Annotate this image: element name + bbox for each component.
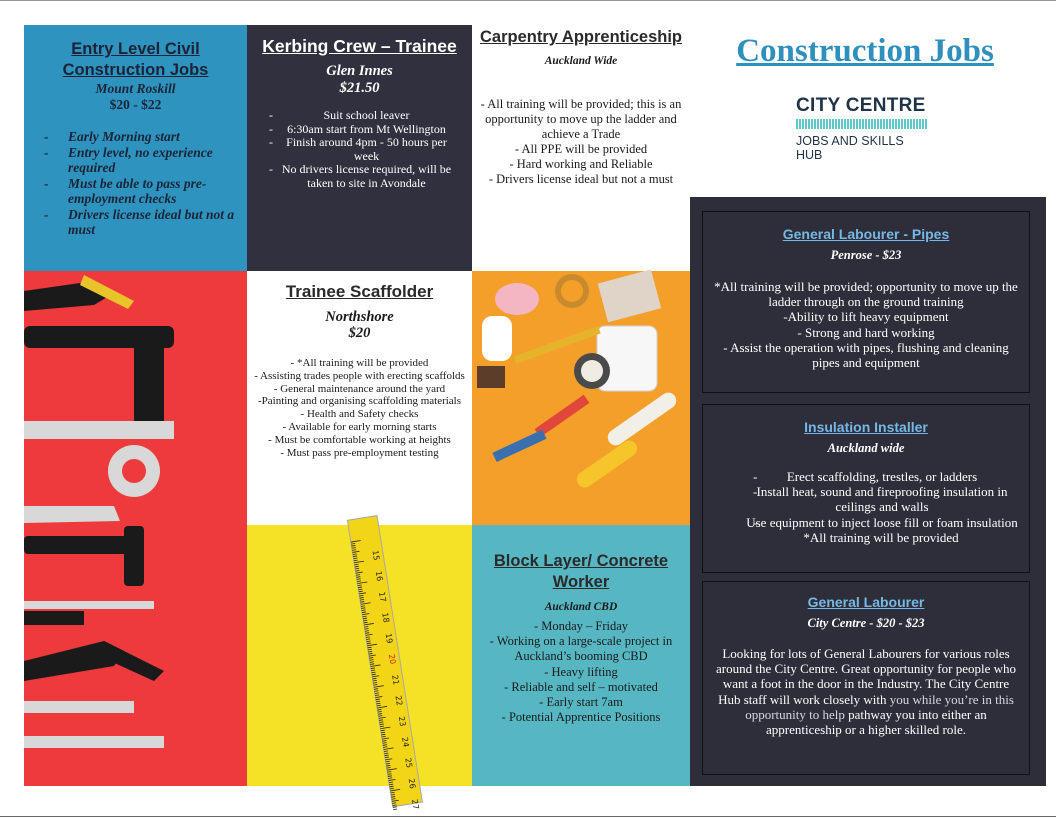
house-model-shape [477, 366, 505, 388]
scaffolder-line: -Painting and organising scaffolding materials [257, 395, 462, 408]
screwdriver-handle [24, 611, 84, 625]
paint-roller-shape [574, 437, 641, 490]
insulation-location: Auckland wide [827, 441, 905, 455]
right-job-column [690, 197, 1046, 786]
kerbing-location: Glen Innes [326, 63, 393, 79]
tape-roll-shape [558, 277, 586, 305]
rivet-gun-shape [24, 536, 134, 554]
insulation-footer: *All training will be provided [803, 529, 959, 545]
spanner-shape [24, 506, 120, 523]
spanner-shape-3 [24, 736, 164, 748]
tape-number: 22 [393, 694, 404, 707]
tape-measure-photo [247, 525, 472, 811]
carpentry-panel [472, 25, 690, 271]
paint-supplies-photo [472, 271, 690, 525]
tape-number: 25 [403, 757, 414, 769]
insulation-item: - Use equipment to inject loose fill or foam insulation [703, 515, 1029, 530]
tools-illustration [24, 271, 247, 786]
pipes-location: Penrose - $23 [830, 248, 902, 262]
carpentry-line: - Drivers license ideal but not a must [488, 172, 674, 186]
kerbing-item: - Suit school leaver [257, 109, 462, 123]
tape-number: 20 [386, 653, 398, 665]
pipes-line: -Ability to lift heavy equipment [783, 309, 949, 325]
tools-photo [24, 271, 247, 786]
tape-number: 19 [383, 632, 395, 645]
pipes-line: - Strong and hard working [797, 324, 935, 340]
general-title[interactable]: General Labourer [807, 594, 925, 610]
paint-supplies-illustration [472, 271, 690, 525]
scaffolder-location: Northshore [325, 309, 394, 325]
general-details [703, 646, 1029, 737]
general-body-2: you while you’re in this opportunity to help [745, 691, 1014, 722]
pipes-details [703, 279, 1029, 370]
scaffolder-details [253, 357, 466, 459]
pipes-line: - Assist the operation with pipes, flushing and cleaning pipes and equipment [723, 339, 1009, 371]
tape-number: 15 [370, 549, 381, 562]
civil-pay: $20 - $22 [109, 97, 162, 112]
spanner-shape-2 [24, 701, 134, 713]
pipes-line: *All training will be provided; opportunity to move up the ladder through on the ground training [714, 279, 1018, 310]
logo-line-2: JOBS AND SKILLS HUB [796, 134, 904, 162]
scaffolder-line: - Must be comfortable working at heights [268, 433, 451, 446]
insulation-installer-card [702, 404, 1030, 573]
kerbing-item: - Finish around 4pm - 50 hours per week [257, 136, 462, 163]
general-body-1: Looking for lots of General Labourers for various roles around the City Centre. Great opportunity for people who want a foot in the door in the Industry. The City Centre Hub staff will work closely with [715, 646, 1016, 707]
wrench-shape [24, 421, 174, 439]
scaffolder-panel [247, 271, 472, 525]
civil-item: - Early Morning start [34, 129, 237, 145]
blocklayer-line: - Monday – Friday [533, 619, 629, 633]
civil-construction-panel [24, 25, 247, 271]
tape-number: 26 [406, 777, 418, 790]
swatch-shape [598, 269, 661, 322]
page-title: Construction Jobs [736, 33, 994, 69]
scaffolder-line: - *All training will be provided [290, 357, 429, 369]
kerbing-crew-panel [247, 25, 472, 271]
kerbing-item: - 6:30am start from Mt Wellington [257, 123, 462, 137]
tape-number: 24 [400, 736, 411, 748]
insulation-item: - Erect scaffolding, trestles, or ladders [703, 469, 1029, 484]
insulation-title[interactable]: Insulation Installer [804, 419, 928, 435]
tape-number: 17 [377, 591, 388, 603]
general-body-3: pathway you into either an apprenticeship or a higher skilled role. [766, 706, 987, 738]
bottom-rule [0, 816, 1056, 817]
pipes-title[interactable]: General Labourer - Pipes [782, 226, 950, 242]
scaffolder-pay: $20 [348, 325, 371, 341]
blocklayer-line: - Early start 7am [539, 695, 623, 710]
blocklayer-line: - Working on a large-scale project in Auckland’s booming CBD [489, 634, 673, 664]
general-labourer-card [702, 581, 1030, 775]
scaffolder-line: - General maintenance around the yard [273, 382, 446, 395]
block-layer-panel [472, 525, 690, 786]
carpentry-line: - All training will be provided; this is an opportunity to move up the ladder and achieve a Trade [480, 97, 682, 141]
screwdriver-shaft [24, 601, 154, 609]
blocklayer-line: - Potential Apprentice Positions [501, 710, 661, 725]
scaffolder-line: - Health and Safety checks [300, 408, 419, 421]
civil-item: - Must be able to pass pre-employment checks [34, 176, 237, 207]
blocklayer-details [478, 619, 684, 725]
stapler-handle [134, 336, 164, 426]
scaffolder-line: - Must pass pre-employment testing [280, 446, 439, 459]
tool-shape [492, 430, 546, 462]
kerbing-pay: $21.50 [339, 80, 380, 96]
tape-tick [393, 809, 397, 810]
hard-hat-shape [482, 316, 512, 361]
piggy-bank-shape [495, 283, 539, 315]
tape-number: 21 [390, 674, 401, 686]
scaffolder-line: - Available for early morning starts [282, 420, 437, 433]
tape-number: 16 [373, 570, 385, 582]
scaffolder-line: - Assisting trades people with erecting scaffolds [254, 369, 465, 382]
general-location: City Centre - $20 - $23 [807, 616, 925, 630]
header [690, 25, 1056, 197]
scaffolder-title: Trainee Scaffolder [285, 282, 434, 301]
carpentry-line: - All PPE will be provided [514, 142, 648, 156]
tape-measure-illustration [247, 525, 472, 811]
carpentry-details [480, 97, 682, 187]
blocklayer-line: - Reliable and self – motivated [504, 679, 658, 694]
tape-number: 27 [409, 798, 421, 811]
kerbing-title: Kerbing Crew – Trainee [262, 36, 457, 56]
wallpaper-roll-shape [605, 390, 680, 449]
blocklayer-line: - Heavy lifting [544, 664, 618, 679]
civil-item: - Drivers license ideal but not a must [34, 207, 237, 238]
carpentry-line: - Hard working and Reliable [509, 157, 653, 171]
carpentry-title: Carpentry Apprenticeship [480, 28, 683, 46]
civil-title: Entry Level Civil Construction Jobs [62, 40, 209, 79]
logo-stripe-band [796, 119, 928, 129]
top-rule [0, 0, 1056, 1]
kerbing-item: - No drivers license required, will be taken to site in Avondale [257, 163, 462, 190]
insulation-item: - Install heat, sound and fireproofing insulation in ceilings and walls [703, 484, 1029, 514]
logo-line-1: CITY CENTRE [796, 95, 926, 116]
pipes-labourer-card [702, 211, 1030, 393]
tape-number: 23 [396, 715, 408, 728]
city-centre-logo [796, 95, 932, 162]
civil-item: - Entry level, no experience required [34, 145, 237, 176]
civil-location: Mount Roskill [95, 81, 176, 96]
carpentry-location: Auckland Wide [544, 55, 618, 67]
blocklayer-title: Block Layer/ Concrete Worker [493, 552, 669, 591]
tape-number: 18 [380, 611, 391, 624]
blocklayer-location: Auckland CBD [544, 601, 618, 613]
